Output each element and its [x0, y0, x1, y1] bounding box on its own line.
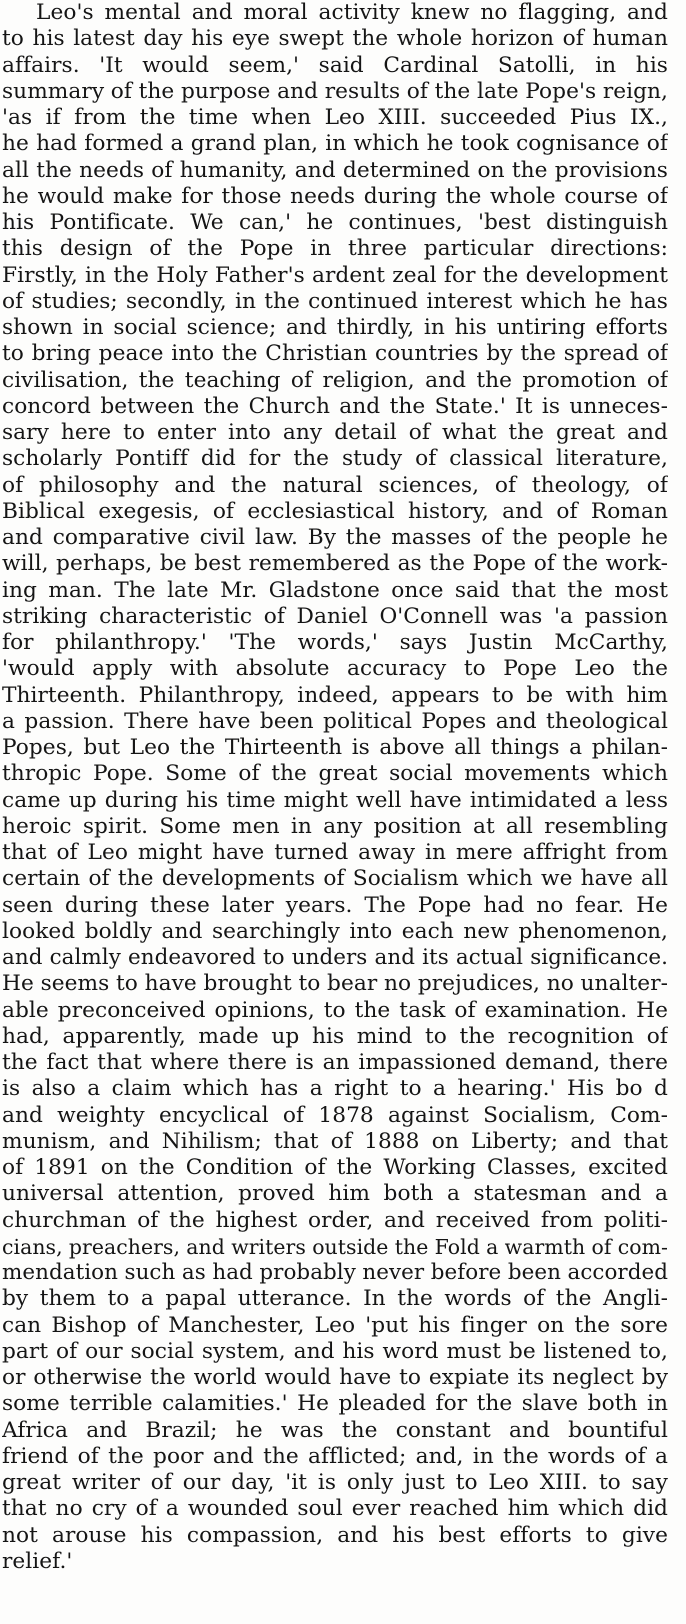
text-line: sary here to enter into any detail of what the great and — [2, 420, 668, 445]
text-line: He seems to have brought to bear no prejudices, no unalter- — [2, 971, 668, 997]
text-line: shown in social science; and thirdly, in his untiring efforts — [2, 315, 668, 340]
text-line: civilisation, the teaching of religion, and the promotion of — [2, 367, 668, 393]
text-line: 'as if from the time when Leo XIII. succeeded Pius IX., — [2, 105, 668, 130]
text-line: this design of the Pope in three particular directions: — [2, 236, 668, 262]
text-line: he had formed a grand plan, in which he took cognisance of — [2, 131, 668, 157]
text-line: of 1891 on the Condition of the Working Classes, excited — [2, 1155, 668, 1180]
text-line: some terrible calamities.' He pleaded for the slave both in — [2, 1391, 668, 1417]
body-text-column — [2, 0, 668, 1575]
text-line: can Bishop of Manchester, Leo 'put his finger on the sore — [2, 1312, 668, 1338]
text-line: of philosophy and the natural sciences, of theology, of — [2, 472, 668, 498]
text-line: not arouse his compassion, and his best efforts to give — [2, 1522, 668, 1548]
text-line: 'would apply with absolute accuracy to Pope Leo the — [2, 656, 668, 682]
text-line: munism, and Nihilism; that of 1888 on Liberty; and that — [2, 1128, 668, 1154]
text-line: Popes, but Leo the Thirteenth is above all things a philan- — [2, 735, 668, 760]
text-line: by them to a papal utterance. In the words of the Angli- — [2, 1286, 668, 1312]
text-line: summary of the purpose and results of the late Pope's reign, — [2, 78, 668, 104]
text-line: universal attention, proved him both a statesman and a — [2, 1181, 668, 1207]
text-line: relief.' — [2, 1548, 73, 1574]
text-line: part of our social system, and his word must be listened to, — [2, 1338, 668, 1364]
text-line: striking characteristic of Daniel O'Connell was 'a passion — [2, 603, 668, 629]
text-line: thropic Pope. Some of the great social movements which — [2, 761, 668, 787]
text-line: affairs. 'It would seem,' said Cardinal Satolli, in his — [2, 52, 668, 78]
text-line: or otherwise the world would have to expiate its neglect by — [2, 1365, 668, 1390]
text-line: churchman of the highest order, and received from politi- — [2, 1207, 668, 1233]
text-line: will, perhaps, be best remembered as the Pope of the work- — [2, 551, 668, 577]
text-line: all the needs of humanity, and determined on the provisions — [2, 157, 668, 183]
text-line: looked boldly and searchingly into each new phenomenon, — [2, 918, 668, 944]
text-line: Firstly, in the Holy Father's ardent zeal for the development — [2, 262, 668, 288]
text-line: that no cry of a wounded soul ever reached him which did — [2, 1496, 668, 1522]
text-line: and weighty encyclical of 1878 against Socialism, Com- — [2, 1102, 668, 1128]
text-line: and comparative civil law. By the masses of the people he — [2, 525, 668, 550]
text-line: Thirteenth. Philanthropy, indeed, appears to be with him — [2, 682, 668, 708]
text-line: he would make for those needs during the whole course of — [2, 183, 668, 209]
text-line: scholarly Pontiff did for the study of classical literature, — [2, 446, 668, 472]
text-line: friend of the poor and the afflicted; and, in the words of a — [2, 1443, 668, 1469]
text-line: to his latest day his eye swept the whole horizon of human — [2, 26, 668, 52]
text-line: certain of the developments of Socialism which we have all — [2, 866, 668, 892]
text-line: Biblical exegesis, of ecclesiastical history, and of Roman — [2, 498, 668, 524]
text-line: ing man. The late Mr. Gladstone once said that the most — [2, 577, 668, 603]
text-line: Leo's mental and moral activity knew no flagging, and — [36, 0, 668, 25]
text-line: a passion. There have been political Popes and theological — [2, 708, 668, 734]
text-line: great writer of our day, 'it is only just to Leo XIII. to say — [2, 1470, 668, 1495]
text-line: his Pontificate. We can,' he continues, 'best distinguish — [2, 210, 668, 235]
text-line: the fact that where there is an impassioned demand, there — [2, 1050, 668, 1075]
text-line: heroic spirit. Some men in any position at all resembling — [2, 813, 668, 839]
text-line: to bring peace into the Christian countries by the spread of — [2, 341, 668, 367]
text-line: that of Leo might have turned away in mere affright from — [2, 840, 668, 865]
text-line: is also a claim which has a right to a hearing.' His bo d — [2, 1076, 668, 1102]
text-line: had, apparently, made up his mind to the recognition of — [2, 1023, 668, 1049]
text-line: for philanthropy.' 'The words,' says Justin McCarthy, — [2, 630, 668, 655]
text-line: mendation such as had probably never before been accorded — [2, 1260, 668, 1285]
text-line: seen during these later years. The Pope had no fear. He — [2, 892, 668, 918]
text-line: Africa and Brazil; he was the constant and bountiful — [2, 1417, 668, 1443]
text-line: of studies; secondly, in the continued interest which he has — [2, 288, 668, 314]
text-line: and calmly endeavored to unders and its actual significance. — [2, 945, 668, 970]
text-line: able preconceived opinions, to the task of examination. He — [2, 997, 668, 1023]
text-line: concord between the Church and the State.' It is unneces- — [2, 393, 668, 419]
text-line: came up during his time might well have intimidated a less — [2, 787, 668, 813]
text-line: cians, preachers, and writers outside the Fold a warmth of com- — [2, 1234, 668, 1259]
